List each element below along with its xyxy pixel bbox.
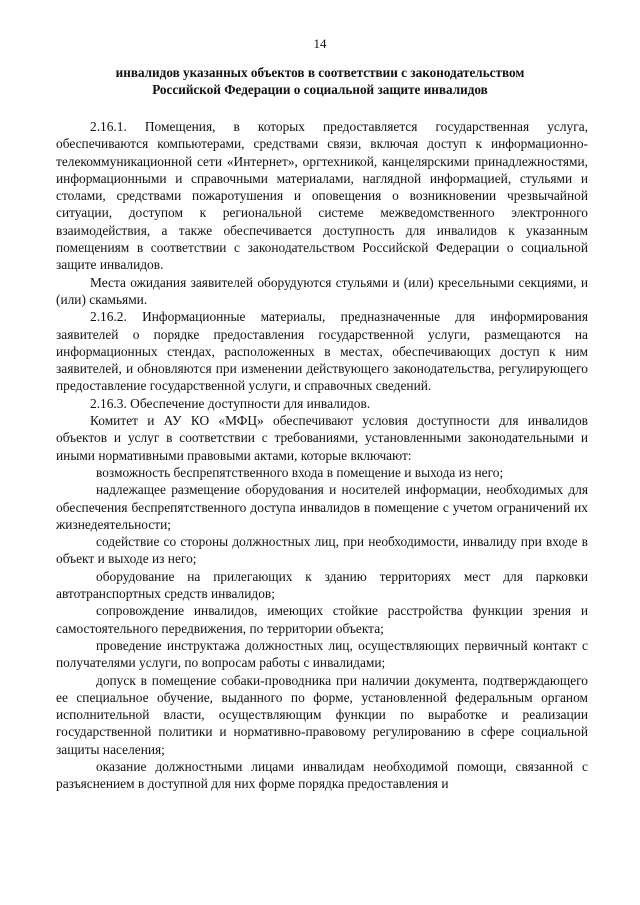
- section-heading-line-1: инвалидов указанных объектов в соответствии с законодательством: [115, 65, 525, 80]
- page-number: 14: [313, 36, 327, 51]
- list-item: сопровождение инвалидов, имеющих стойкие расстройства функции зрения и самостоятельного передвижения, по территории объекта;: [56, 603, 588, 636]
- section-heading: [60, 64, 580, 98]
- list-item: содействие со стороны должностных лиц, при необходимости, инвалиду при входе в объект и выходе из него;: [56, 534, 588, 567]
- list-item: оборудование на прилегающих к зданию территориях мест для парковки автотранспортных средств инвалидов;: [56, 568, 588, 602]
- list-item: возможность беспрепятственного входа в помещение и выхода из него;: [96, 464, 504, 480]
- paragraph-waiting-areas: Места ожидания заявителей оборудуются стульями и (или) кресельными секциями, и (или) скамьями.: [56, 274, 588, 307]
- paragraph-accessibility-intro: Комитет и АУ КО «МФЦ» обеспечивают условия доступности для инвалидов объектов и услуг в соответствии с требованиями, установленными законодательными и иными нормативными правовыми актами, которые включают:: [56, 413, 588, 463]
- body-text: [56, 118, 588, 793]
- list-item: проведение инструктажа должностных лиц, осуществляющих первичный контакт с получателями услуги, по вопросам работы с инвалидами;: [56, 637, 588, 671]
- paragraph-2-16-1: 2.16.1. Помещения, в которых предоставляется государственная услуга, обеспечиваются компьютерами, средствами связи, включая доступ к информационно-телекоммуникационной сети «Интернет», оргтехникой, канцелярскими принадлежностями, информационными и справочными материалами, наглядной информацией, стульями и столами, средствами пожаротушения и оповещения о возникновении чрезвычайной ситуации, доступом к региональной системе межведомственного электронного взаимодействия, а также обеспечивается доступность для инвалидов к указанным помещениям в соответствии с законодательством Российской Федерации о социальной защите инвалидов.: [56, 119, 588, 273]
- list-item: оказание должностными лицами инвалидам необходимой помощи, связанной с разъяснением в доступной для них форме порядка предоставления и: [56, 758, 588, 792]
- paragraph-2-16-2: 2.16.2. Информационные материалы, предназначенные для информирования заявителей о порядке предоставления государственной услуги, размещаются на информационных стендах, расположенных в местах, обеспечивающих доступ к ним заявителей, и обновляются при изменении действующего законодательства, регулирующего предоставление государственной услуги, и справочных сведений.: [56, 309, 588, 394]
- list-item: допуск в помещение собаки-проводника при наличии документа, подтверждающего ее специальное обучение, выданного по форме, установленной федеральным органом исполнительной власти, осуществляющим функции по выработке и реализации государственной политики и нормативно-правовому регулированию в сфере социальной защиты населения;: [56, 672, 588, 757]
- paragraph-2-16-3: 2.16.3. Обеспечение доступности для инвалидов.: [90, 395, 371, 411]
- section-heading-line-2: Российской Федерации о социальной защите инвалидов: [152, 82, 488, 97]
- list-item: надлежащее размещение оборудования и носителей информации, необходимых для обеспечения беспрепятственного доступа инвалидов в помещение с учетом ограничений их жизнедеятельности;: [56, 482, 588, 532]
